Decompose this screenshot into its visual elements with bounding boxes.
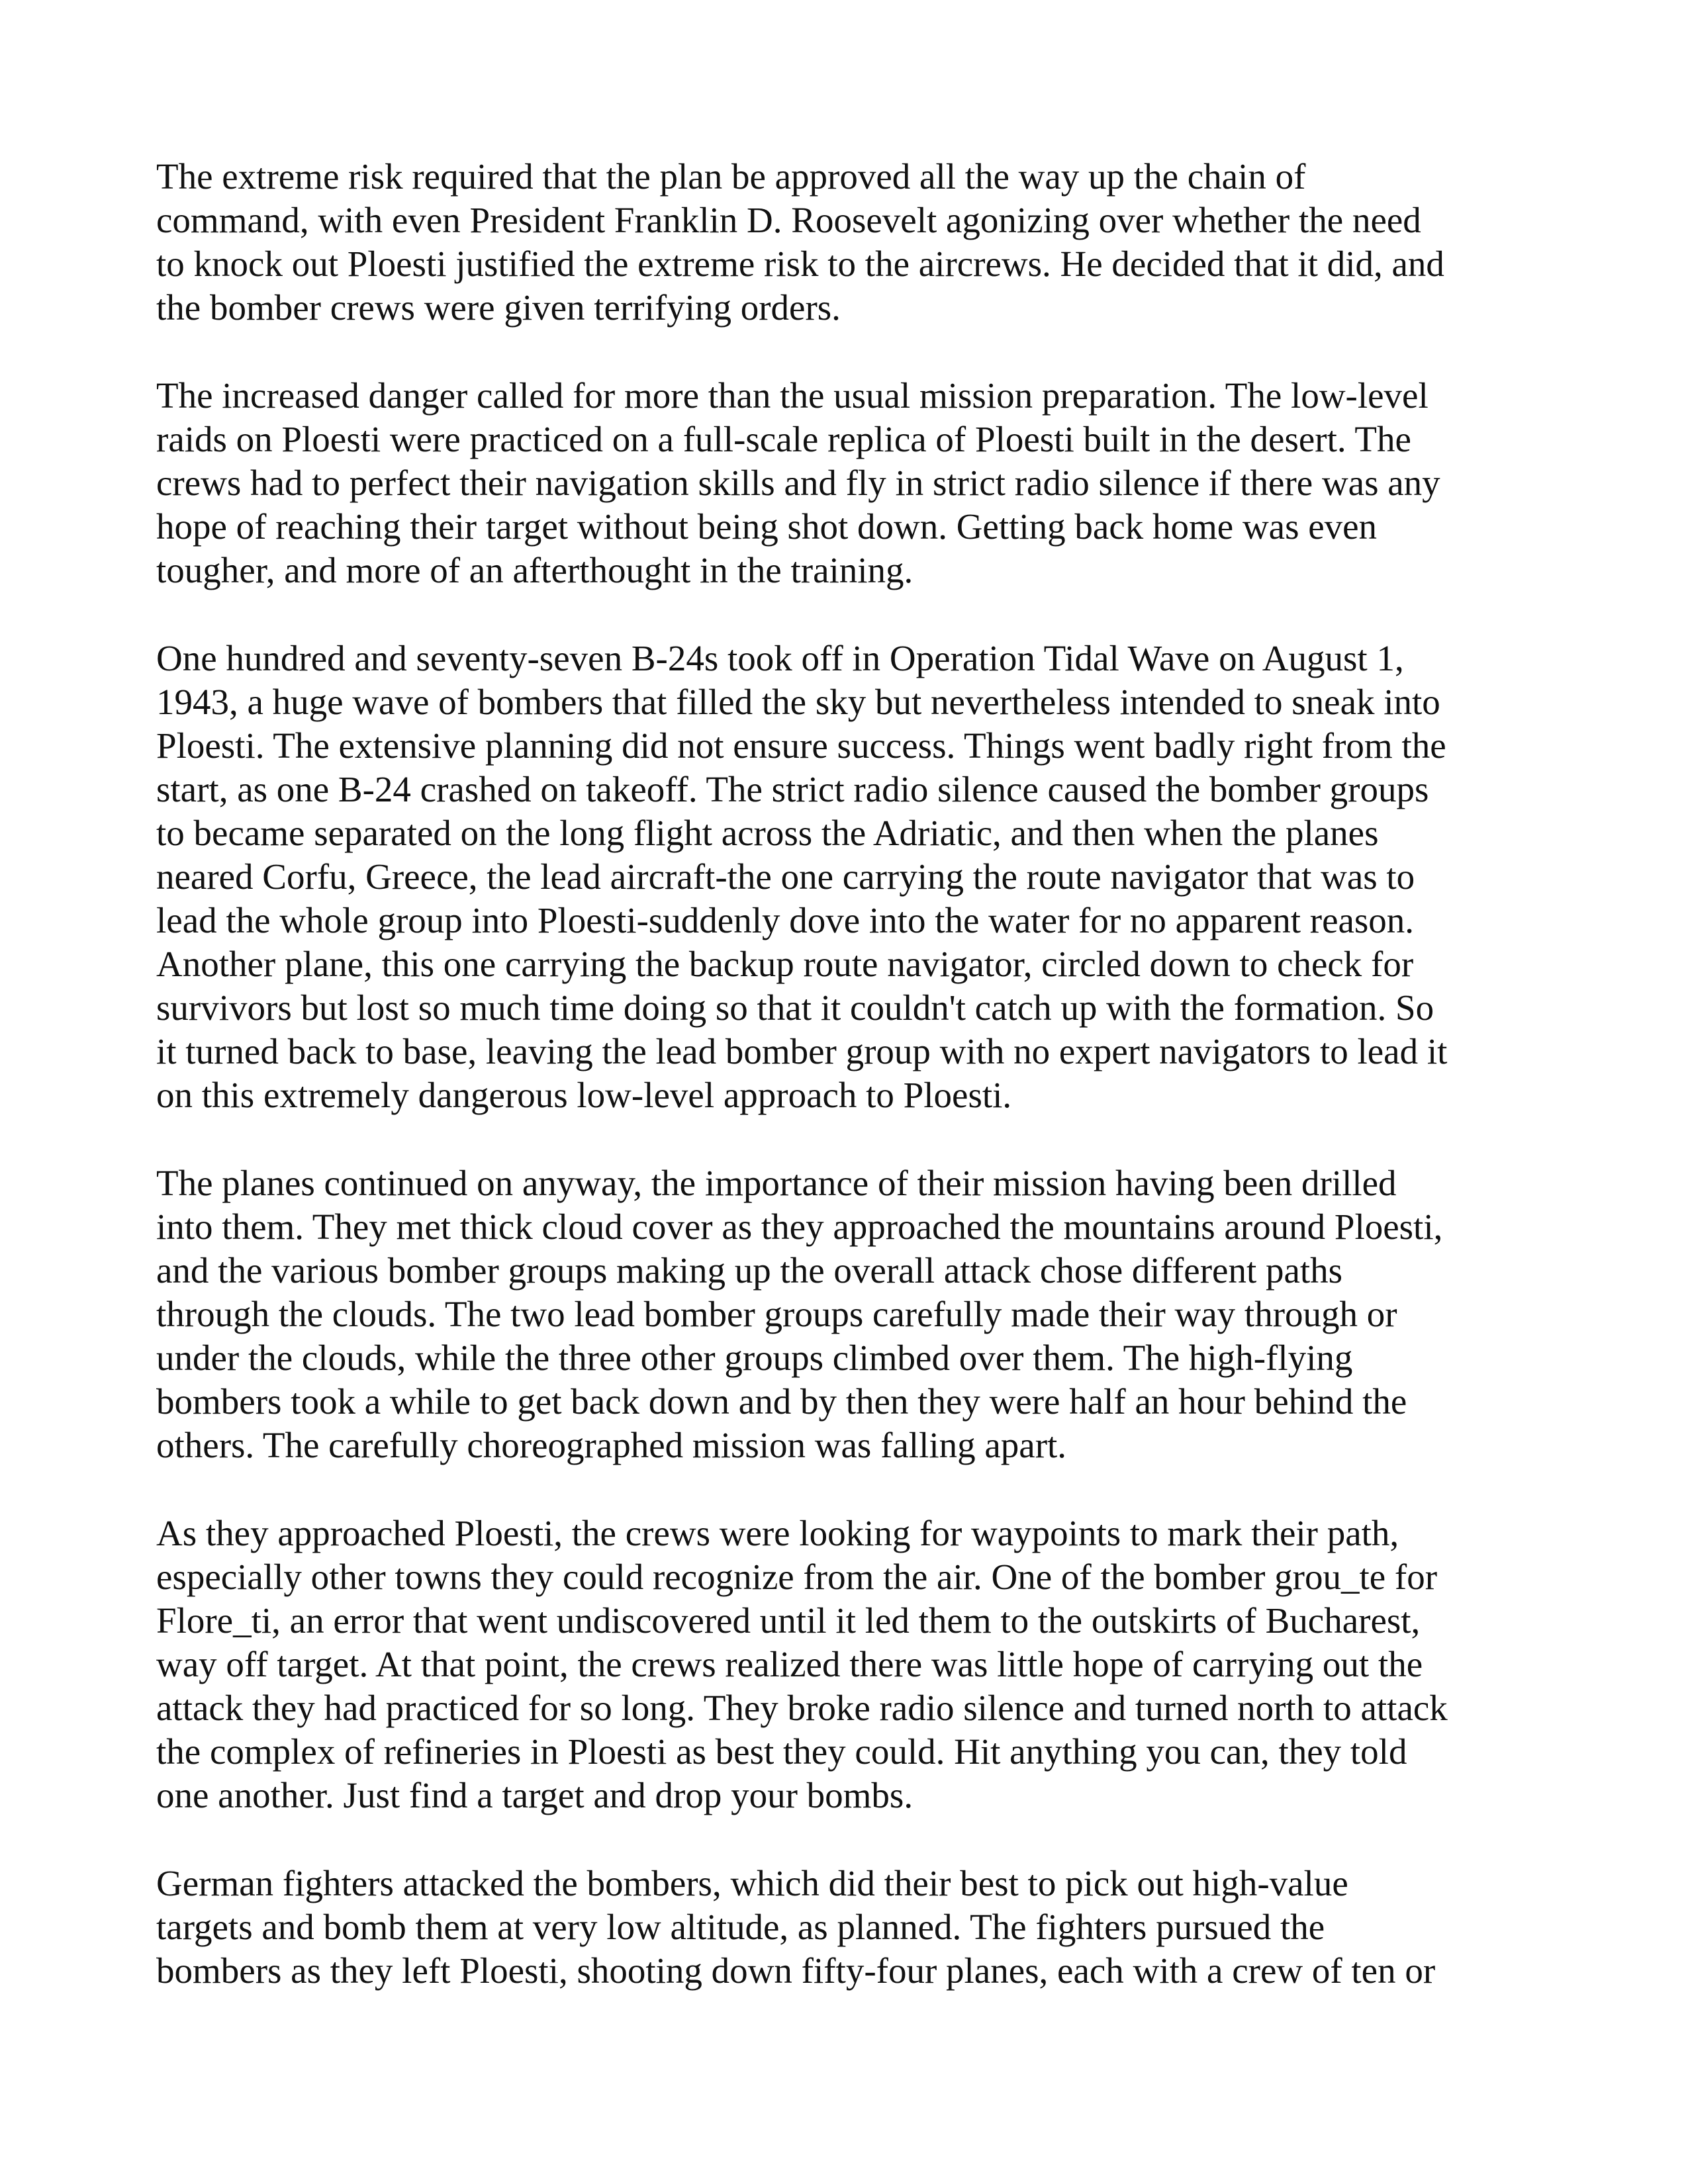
text-line: Another plane, this one carrying the backup route navigator, circled down to check for bbox=[156, 944, 1414, 984]
paragraph-fighters bbox=[156, 1862, 1533, 1993]
paragraph-clouds bbox=[156, 1161, 1533, 1467]
paragraph-preparation bbox=[156, 374, 1533, 592]
text-line: through the clouds. The two lead bomber groups carefully made their way through or bbox=[156, 1294, 1397, 1334]
paragraph-takeoff bbox=[156, 637, 1533, 1117]
text-line: survivors but lost so much time doing so that it couldn't catch up with the formation. So bbox=[156, 987, 1434, 1028]
text-line: command, with even President Franklin D. Roosevelt agonizing over whether the need bbox=[156, 200, 1421, 240]
paragraph-approach bbox=[156, 1512, 1533, 1817]
text-line: The planes continued on anyway, the importance of their mission having been drilled bbox=[156, 1163, 1397, 1203]
text-line: way off target. At that point, the crews realized there was little hope of carrying out the bbox=[156, 1644, 1423, 1684]
text-line: to became separated on the long flight across the Adriatic, and then when the planes bbox=[156, 813, 1379, 853]
text-line: Flore_ti, an error that went undiscovered until it led them to the outskirts of Bucharest, bbox=[156, 1600, 1421, 1641]
text-line: under the clouds, while the three other groups climbed over them. The high-flying bbox=[156, 1338, 1353, 1378]
text-line: bombers took a while to get back down and by then they were half an hour behind the bbox=[156, 1381, 1407, 1422]
text-line: especially other towns they could recognize from the air. One of the bomber grou_te for bbox=[156, 1557, 1438, 1597]
paragraph-approval bbox=[156, 155, 1533, 330]
text-line: it turned back to base, leaving the lead bomber group with no expert navigators to lead it bbox=[156, 1031, 1448, 1071]
text-line: 1943, a huge wave of bombers that filled the sky but nevertheless intended to sneak into bbox=[156, 682, 1440, 722]
text-line: the bomber crews were given terrifying orders. bbox=[156, 287, 841, 328]
text-line: hope of reaching their target without being shot down. Getting back home was even bbox=[156, 506, 1378, 547]
text-line: into them. They met thick cloud cover as they approached the mountains around Ploesti, bbox=[156, 1206, 1443, 1247]
text-line: bombers as they left Ploesti, shooting down fifty-four planes, each with a crew of ten or bbox=[156, 1950, 1436, 1991]
text-line: one another. Just find a target and drop your bombs. bbox=[156, 1775, 914, 1815]
text-line: start, as one B-24 crashed on takeoff. The strict radio silence caused the bomber groups bbox=[156, 769, 1429, 809]
text-line: crews had to perfect their navigation skills and fly in strict radio silence if there was any bbox=[156, 463, 1440, 503]
text-line: to knock out Ploesti justified the extreme risk to the aircrews. He decided that it did, and bbox=[156, 244, 1444, 284]
text-line: attack they had practiced for so long. They broke radio silence and turned north to attack bbox=[156, 1688, 1448, 1728]
body-text bbox=[156, 155, 1533, 2037]
text-line: lead the whole group into Ploesti-suddenly dove into the water for no apparent reason. bbox=[156, 900, 1415, 940]
text-line: the complex of refineries in Ploesti as best they could. Hit anything you can, they told bbox=[156, 1731, 1407, 1772]
text-line: The increased danger called for more than the usual mission preparation. The low-level bbox=[156, 375, 1429, 416]
text-line: One hundred and seventy-seven B-24s took off in Operation Tidal Wave on August 1, bbox=[156, 638, 1404, 678]
text-line: The extreme risk required that the plan be approved all the way up the chain of bbox=[156, 156, 1306, 197]
text-line: others. The carefully choreographed mission was falling apart. bbox=[156, 1425, 1067, 1465]
text-line: German fighters attacked the bombers, which did their best to pick out high-value bbox=[156, 1863, 1348, 1903]
text-line: on this extremely dangerous low-level approach to Ploesti. bbox=[156, 1075, 1012, 1115]
text-line: raids on Ploesti were practiced on a full-scale replica of Ploesti built in the desert. The bbox=[156, 419, 1411, 459]
text-line: targets and bomb them at very low altitude, as planned. The fighters pursued the bbox=[156, 1907, 1325, 1947]
text-line: and the various bomber groups making up the overall attack chose different paths bbox=[156, 1250, 1343, 1291]
text-line: Ploesti. The extensive planning did not ensure success. Things went badly right from the bbox=[156, 725, 1446, 766]
text-line: neared Corfu, Greece, the lead aircraft-the one carrying the route navigator that was to bbox=[156, 856, 1415, 897]
text-line: As they approached Ploesti, the crews were looking for waypoints to mark their path, bbox=[156, 1513, 1399, 1553]
text-line: tougher, and more of an afterthought in the training. bbox=[156, 550, 914, 590]
